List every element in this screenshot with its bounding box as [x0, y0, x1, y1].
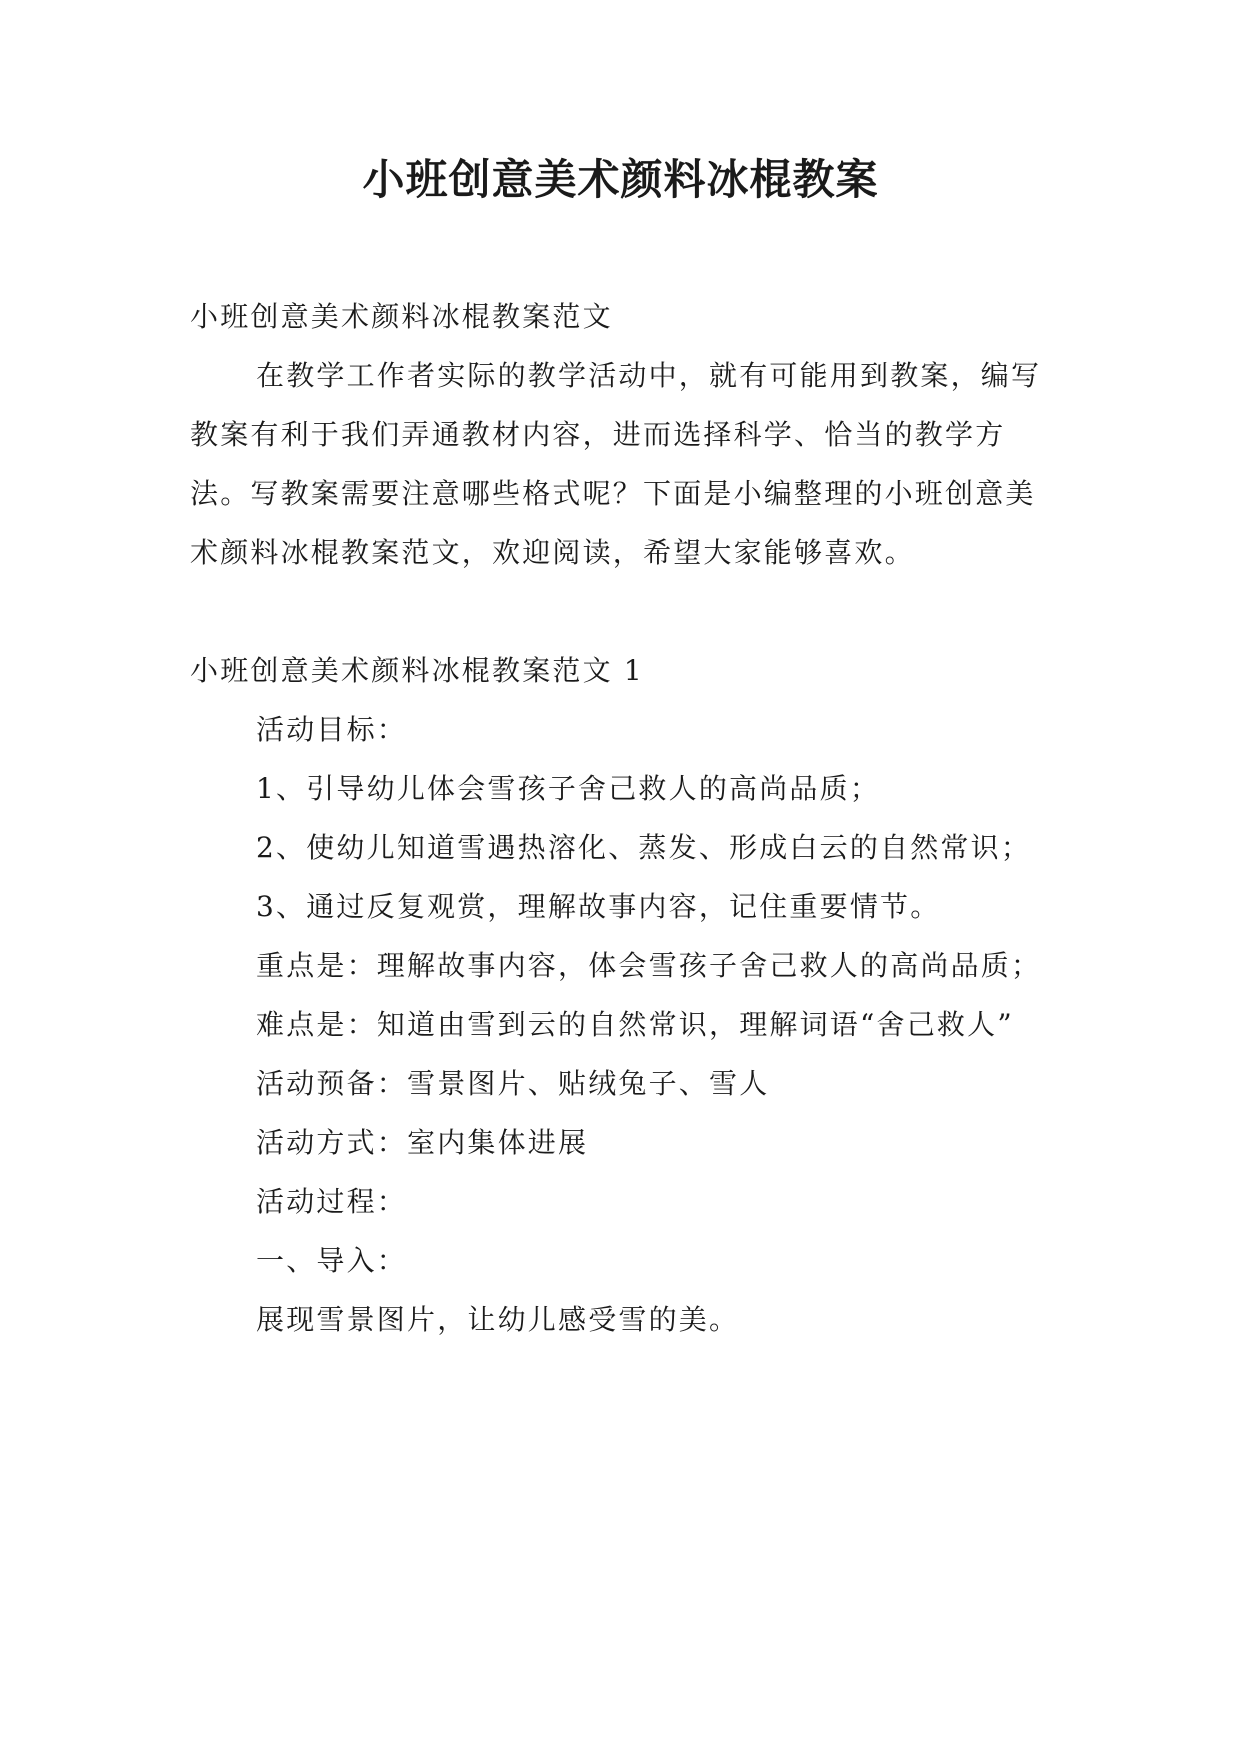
- paragraph-intro-step: 一、导入：: [256, 1244, 408, 1277]
- document-body: [190, 287, 1060, 1349]
- paragraph-key-point: 重点是：理解故事内容，体会雪孩子舍己救人的高尚品质；: [256, 949, 1042, 982]
- subtitle: 小班创意美术颜料冰棍教案范文: [190, 300, 613, 333]
- intro-paragraph: 在教学工作者实际的教学活动中，就有可能用到教案，编写教案有利于我们弄通教材内容，进而选择科学、恰当的教学方法。写教案需要注意哪些格式呢？下面是小编整理的小班创意美术颜料冰棍教案范文，欢迎阅读，希望大家能够喜欢。: [190, 359, 1042, 569]
- section-heading: 小班创意美术颜料冰棍教案范文 1: [190, 654, 644, 687]
- paragraph-goal-2: 2、使幼儿知道雪遇热溶化、蒸发、形成白云的自然常识；: [256, 831, 1032, 864]
- paragraph-process: 活动过程：: [256, 1185, 408, 1218]
- paragraph-difficulty: 难点是：知道由雪到云的自然常识，理解词语“舍己救人”: [256, 1008, 1014, 1041]
- paragraph-format: 活动方式：室内集体进展: [256, 1126, 589, 1159]
- paragraph-goal-3: 3、通过反复观赏，理解故事内容，记住重要情节。: [256, 890, 941, 923]
- paragraph-goal-1: 1、引导幼儿体会雪孩子舍己救人的高尚品质；: [256, 772, 881, 805]
- paragraph-activity-goals: 活动目标：: [256, 713, 408, 746]
- paragraph-materials: 活动预备：雪景图片、贴绒兔子、雪人: [256, 1067, 770, 1100]
- document-title: 小班创意美术颜料冰棍教案: [362, 155, 879, 204]
- paragraph-show-pictures: 展现雪景图片，让幼儿感受雪的美。: [256, 1303, 740, 1336]
